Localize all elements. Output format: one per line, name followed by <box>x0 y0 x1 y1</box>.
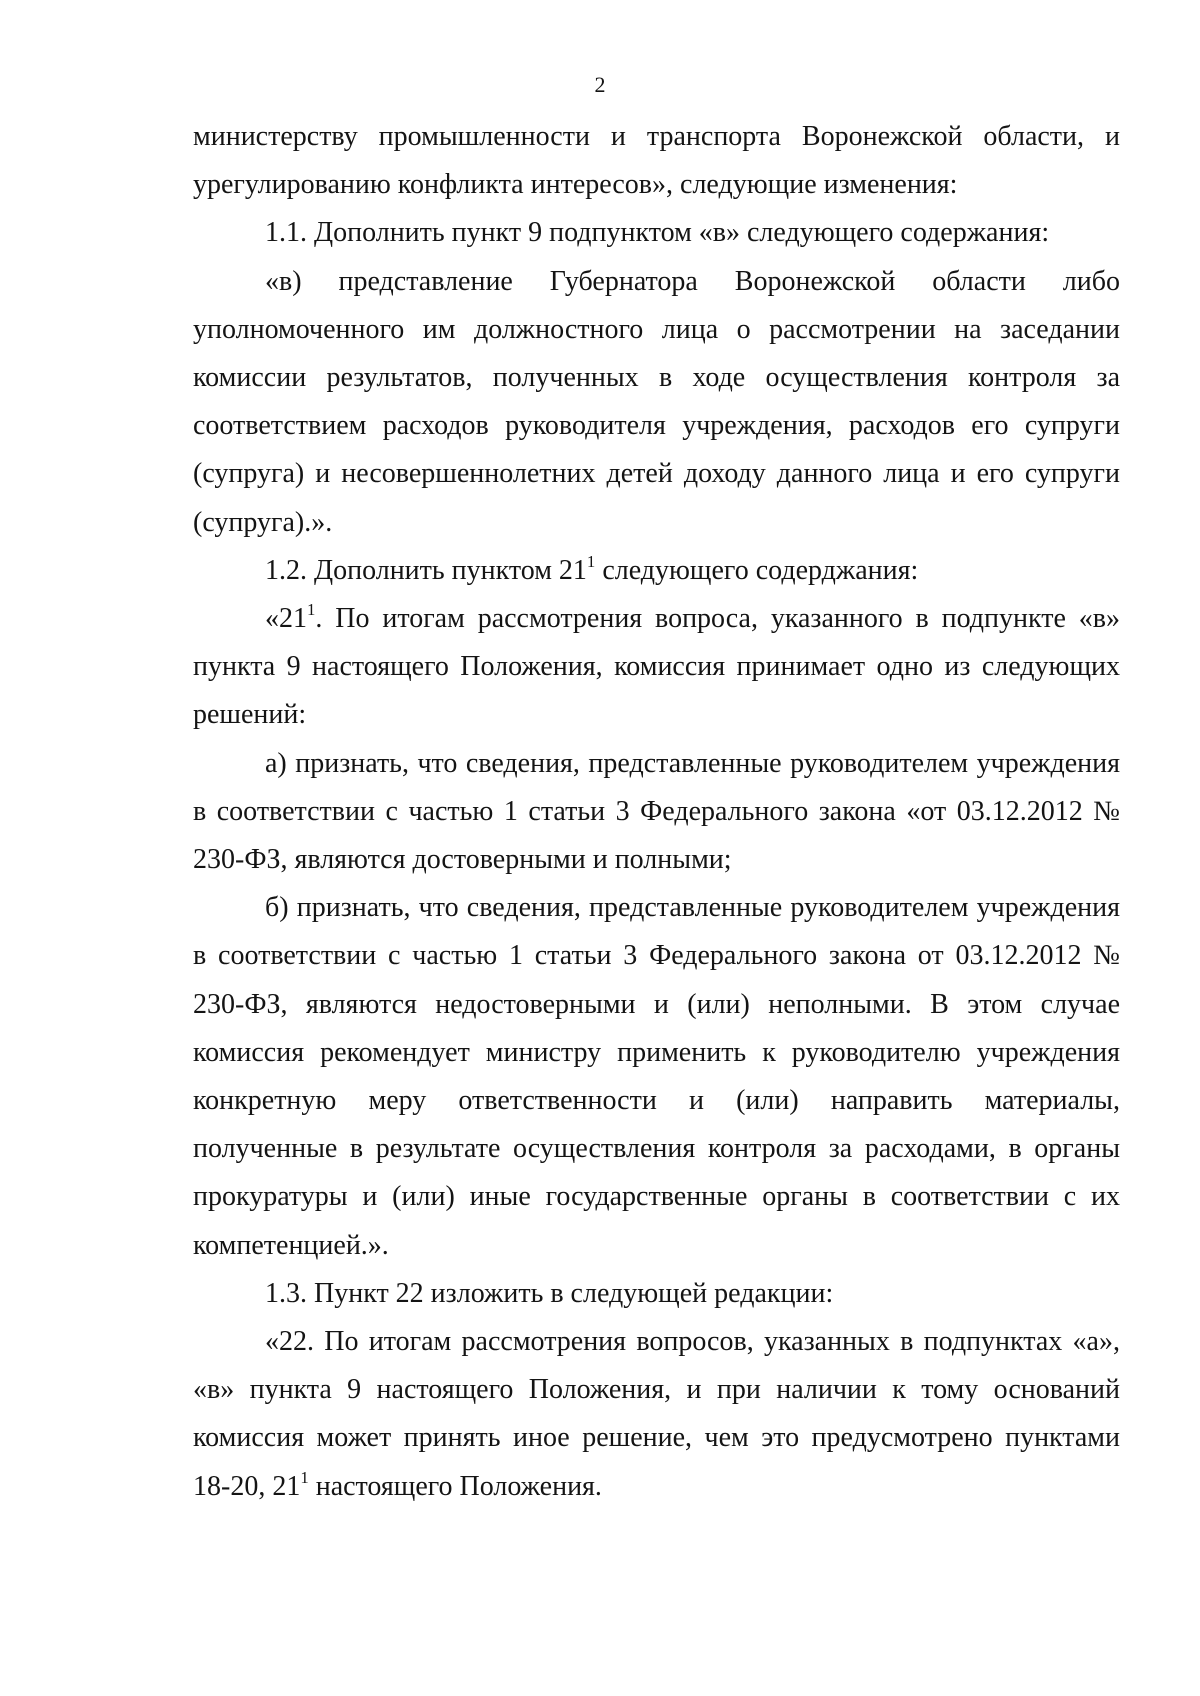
paragraph-21-1 <box>193 595 1120 740</box>
paragraph-option-b: б) признать, что сведения, представленные руководителем учреждения в соответствии с частью 1 статьи 3 Федерального закона от 03.12.2012 № 230-ФЗ, являются недостоверными и (или) неполными. В этом случае комиссия рекомендует министру применить к руководителю учреждения конкретную меру ответственности и (или) направить материалы, полученные в результате осуществления контроля за расходами, в органы прокуратуры и (или) иные государственные органы в соответствии с их компетенцией.». <box>193 892 1120 1261</box>
paragraph-1-3: 1.3. Пункт 22 изложить в следующей редакции: <box>265 1277 834 1309</box>
paragraph-22-text-start: «22. По итогам рассмотрения вопросов, указанных в подпунктах «а», «в» пункта 9 настоящего Положения, и при наличии к тому оснований комиссия может принять иное решение, чем это предусмотрено пунктами 18-20, 21 <box>193 1326 1120 1502</box>
paragraph-21-1-text-end: . По итогам рассмотрения вопроса, указанного в подпункте «в» пункта 9 настоящего Положения, комиссия принимает одно из следующих решений: <box>193 603 1120 731</box>
document-body <box>193 113 1120 1511</box>
paragraph-22 <box>193 1318 1120 1511</box>
superscript-1: 1 <box>586 551 596 571</box>
paragraph-1-2 <box>193 547 1120 595</box>
paragraph-option-a: а) признать, что сведения, представленные руководителем учреждения в соответствии с частью 1 статьи 3 Федерального закона «от 03.12.2012 № 230-ФЗ, являются достоверными и полными; <box>193 747 1120 876</box>
superscript-1: 1 <box>307 600 316 620</box>
paragraph-subpoint-v: «в) представление Губернатора Воронежской области либо уполномоченного им должностного лица о рассмотрении на заседании комиссии результатов, полученных в ходе осуществления контроля за соответствием расходов руководителя учреждения, расходов его супруги (супруга) и несовершеннолетних детей доходу данного лица и его супруги (супруга).». <box>193 265 1120 538</box>
paragraph-21-1-text-start: «21 <box>265 603 307 635</box>
superscript-1: 1 <box>300 1467 309 1487</box>
paragraph-1-2-text-start: 1.2. Дополнить пунктом 21 <box>265 554 587 586</box>
page-number: 2 <box>594 72 606 97</box>
paragraph-1-2-text-end: следующего содерджания: <box>595 554 919 586</box>
paragraph-intro: министерству промышленности и транспорта Воронежской области, и урегулированию конфликта интересов», следующие изменения: <box>193 121 1120 201</box>
paragraph-1-1: 1.1. Дополнить пункт 9 подпунктом «в» следующего содержания: <box>265 217 1050 249</box>
paragraph-22-text-end: настоящего Положения. <box>308 1470 602 1502</box>
